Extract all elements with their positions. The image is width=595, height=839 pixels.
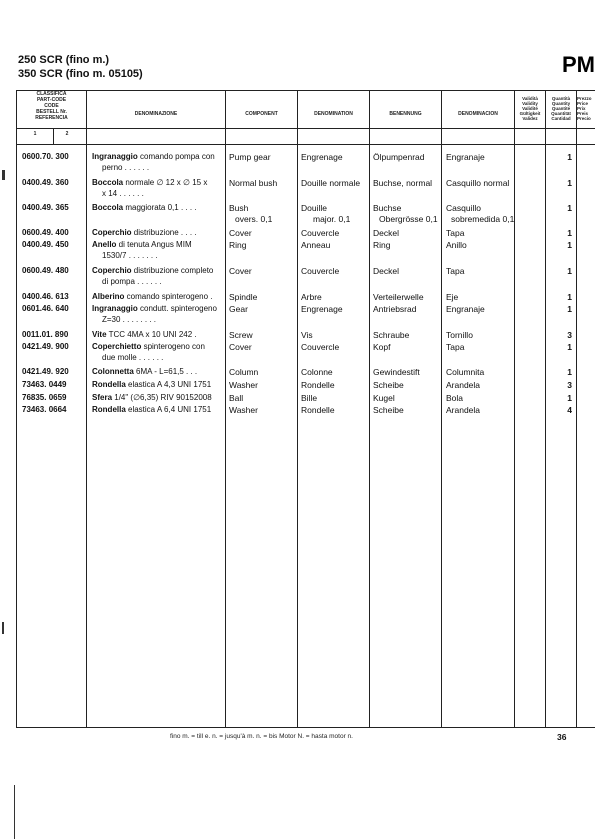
german-benennung: Kugel [373, 393, 395, 403]
quantity-value: 1 [567, 292, 572, 302]
german-benennung: Ring [373, 240, 391, 250]
italian-description-keyword: Coperchio [92, 266, 132, 275]
french-denomination: Engrenage [301, 152, 343, 162]
italian-description-text: TCC 4MA x 10 UNI 242 . [106, 330, 197, 339]
italian-description [92, 178, 207, 188]
italian-description-keyword: Sfera [92, 393, 113, 402]
spanish-denominacion: Columnita [446, 367, 485, 377]
french-denomination: Arbre [301, 292, 322, 302]
header-validity: Validità Validity Validité Gültigkeit Validez [519, 96, 541, 121]
page-number: 36 [557, 732, 567, 742]
italian-description [92, 152, 215, 162]
part-code: 0011.01. 890 [22, 330, 69, 339]
italian-description-text: comando spinterogeno . [124, 292, 213, 301]
german-benennung: Deckel [373, 266, 399, 276]
english-component: Cover [229, 342, 252, 352]
italian-description [92, 380, 211, 390]
part-code: 0421.49. 900 [22, 342, 69, 351]
italian-description-continuation: 1530/7 . . . . . . . [102, 251, 158, 260]
italian-description-text: maggiorata 0,1 . . . . [123, 203, 197, 212]
italian-description-text: elastica A 4,3 UNI 1751 [125, 380, 212, 389]
english-component: Ring [229, 240, 247, 250]
italian-description [92, 266, 213, 276]
quantity-value: 4 [567, 405, 572, 415]
spanish-denominacion: Eje [446, 292, 459, 302]
english-component: Washer [229, 405, 258, 415]
italian-description-text: condutt. spinterogeno [137, 304, 217, 313]
part-code: 0600.49. 400 [22, 228, 69, 237]
italian-description-keyword: Rondella [92, 405, 126, 414]
spanish-denominacion: Tapa [446, 228, 465, 238]
spanish-denominacion: Bola [446, 393, 464, 403]
english-component: Pump gear [229, 152, 271, 162]
header-classification: CLASSIFICA PART-CODE CODE BESTELL Nr. REFERENCIA [35, 91, 68, 121]
spanish-denominacion: Casquillo [446, 203, 481, 213]
german-benennung: Scheibe [373, 405, 404, 415]
binding-mark [2, 622, 4, 634]
part-code: 0600.49. 480 [22, 266, 69, 275]
quantity-value: 1 [567, 203, 572, 213]
italian-description-text: normale ∅ 12 x ∅ 15 x [123, 178, 208, 187]
col-divider [441, 90, 442, 727]
header-quantity: Quantità Quantity Quantité Quantität Cantidad [551, 96, 571, 121]
binding-mark [14, 785, 15, 839]
italian-description-keyword: Ingranaggio [92, 304, 138, 313]
english-component: Column [229, 367, 259, 377]
english-component: Cover [229, 228, 252, 238]
header-bottom-border [16, 144, 595, 145]
spanish-denominacion: Tapa [446, 266, 465, 276]
english-component: Gear [229, 304, 248, 314]
col-divider [369, 90, 370, 727]
italian-description-keyword: Coperchio [92, 228, 132, 237]
brand-logo-text: PM [562, 52, 595, 77]
english-component: Ball [229, 393, 244, 403]
french-denomination: Couvercle [301, 342, 340, 352]
header-class-sub2: 2 [65, 131, 69, 137]
german-benennung: Buchse, normal [373, 178, 433, 188]
english-component: Spindle [229, 292, 258, 302]
italian-description-continuation: Z=30 . . . . . . . . [102, 315, 157, 324]
part-code: 73463. 0449 [22, 380, 67, 389]
italian-description-keyword: Coperchietto [92, 342, 142, 351]
quantity-value: 1 [567, 393, 572, 403]
part-code: 0421.49. 920 [22, 367, 69, 376]
french-denomination-continuation: major. 0,1 [313, 214, 351, 224]
header-benennung: BENENNUNG [389, 111, 422, 117]
quantity-value: 1 [567, 240, 572, 250]
header-denomination: DENOMINATION [314, 111, 353, 117]
spanish-denominacion: Arandela [446, 380, 481, 390]
german-benennung: Scheibe [373, 380, 404, 390]
german-benennung: Kopf [373, 342, 391, 352]
italian-description-keyword: Anello [92, 240, 117, 249]
french-denomination: Rondelle [301, 405, 335, 415]
quantity-value: 1 [567, 266, 572, 276]
col-subdivider [53, 128, 54, 144]
english-component: Cover [229, 266, 252, 276]
part-code: 0600.70. 300 [22, 152, 69, 161]
footer-legend: fino m. = till e. n. = jusqu'à m. n. = bis Motor N. = hasta motor n. [170, 733, 353, 740]
french-denomination: Colonne [301, 367, 333, 377]
french-denomination: Rondelle [301, 380, 335, 390]
quantity-value: 1 [567, 342, 572, 352]
spanish-denominacion: Anillo [446, 240, 467, 250]
table-top-border [16, 90, 595, 91]
french-denomination: Douille normale [301, 178, 361, 188]
italian-description-continuation: due molle . . . . . . [102, 353, 164, 362]
italian-description-keyword: Colonnetta [92, 367, 134, 376]
french-denomination: Douille [301, 203, 327, 213]
part-code: 0400.49. 360 [22, 178, 69, 187]
french-denomination: Anneau [301, 240, 331, 250]
italian-description-text: di tenuta Angus MIM [116, 240, 192, 249]
quantity-value: 3 [567, 330, 572, 340]
col-divider [225, 90, 226, 727]
german-benennung: Deckel [373, 228, 399, 238]
italian-description [92, 228, 196, 238]
italian-description [92, 330, 197, 340]
french-denomination: Couvercle [301, 228, 340, 238]
italian-description-text: distribuzione . . . . [131, 228, 197, 237]
italian-description-text: distribuzione completo [131, 266, 214, 275]
english-component-continuation: overs. 0,1 [235, 214, 273, 224]
english-component: Washer [229, 380, 258, 390]
quantity-value: 3 [567, 380, 572, 390]
col-divider [16, 90, 17, 727]
header-class-sub1: 1 [33, 131, 37, 137]
spanish-denominacion: Casquillo normal [446, 178, 510, 188]
quantity-value: 1 [567, 367, 572, 377]
part-code: 73463. 0664 [22, 405, 67, 414]
italian-description [92, 240, 192, 250]
italian-description-text: comando pompa con [137, 152, 215, 161]
quantity-value: 1 [567, 304, 572, 314]
part-code: 0400.46. 613 [22, 292, 69, 301]
italian-description-keyword: Ingranaggio [92, 152, 138, 161]
part-code: 0400.49. 450 [22, 240, 69, 249]
spanish-denominacion: Arandela [446, 405, 481, 415]
italian-description [92, 203, 197, 213]
binding-mark [2, 170, 5, 180]
german-benennung: Schraube [373, 330, 410, 340]
spanish-denominacion: Engranaje [446, 304, 485, 314]
french-denomination: Bille [301, 393, 318, 403]
italian-description [92, 405, 211, 415]
spanish-denominacion: Engranaje [446, 152, 485, 162]
part-code: 0601.46. 640 [22, 304, 69, 313]
italian-description-text: elastica A 6,4 UNI 1751 [125, 405, 212, 414]
french-denomination: Engrenage [301, 304, 343, 314]
italian-description-keyword: Boccola [92, 203, 124, 212]
english-component: Bush [229, 203, 249, 213]
german-benennung: Ölpumpenrad [373, 152, 425, 162]
header-denominacion: DENOMINACION [458, 111, 498, 117]
italian-description-keyword: Rondella [92, 380, 126, 389]
header-denominazione: DENOMINAZIONE [134, 111, 178, 117]
part-code: 0400.49. 365 [22, 203, 69, 212]
col-divider [86, 90, 87, 727]
italian-description-continuation: di pompa . . . . . . [102, 277, 162, 286]
quantity-value: 1 [567, 228, 572, 238]
spanish-denominacion: Tapa [446, 342, 465, 352]
french-denomination: Couvercle [301, 266, 340, 276]
italian-description-keyword: Alberino [92, 292, 125, 301]
italian-description-continuation: perno . . . . . . [102, 163, 150, 172]
italian-description [92, 292, 213, 302]
french-denomination: Vis [301, 330, 313, 340]
col-divider [545, 90, 546, 727]
model-title-line1: 250 SCR (fino m.) [18, 54, 110, 66]
col-divider [576, 90, 577, 727]
italian-description [92, 393, 212, 403]
english-component: Screw [229, 330, 253, 340]
german-benennung: Gewindestift [373, 367, 420, 377]
english-component: Normal bush [229, 178, 278, 188]
col-divider [514, 90, 515, 727]
italian-description-text: 6MA - L=61,5 . . . [133, 367, 198, 376]
italian-description-keyword: Vite [92, 330, 107, 339]
italian-description [92, 367, 197, 377]
header-separator [16, 128, 595, 129]
model-title-line2: 350 SCR (fino m. 05105) [18, 68, 143, 80]
italian-description-text: 1/4" (∅6,35) RIV 90152008 [112, 393, 212, 402]
table-bottom-border [16, 727, 595, 728]
header-price: Prezzo Price Prix Preis Precio [577, 96, 592, 121]
german-benennung: Buchse [373, 203, 402, 213]
german-benennung: Antriebsrad [373, 304, 417, 314]
german-benennung-continuation: Obergrösse 0,1 [379, 214, 438, 224]
italian-description-continuation: x 14 . . . . . . [102, 189, 144, 198]
italian-description [92, 304, 217, 314]
italian-description [92, 342, 205, 352]
spanish-denominacion-continuation: sobremedida 0,1 [451, 214, 515, 224]
italian-description-keyword: Boccola [92, 178, 124, 187]
spanish-denominacion: Tornillo [446, 330, 473, 340]
quantity-value: 1 [567, 152, 572, 162]
col-divider [297, 90, 298, 727]
german-benennung: Verteilerwelle [373, 292, 424, 302]
italian-description-text: spinterogeno con [141, 342, 205, 351]
header-component: COMPONENT [245, 111, 278, 117]
part-code: 76835. 0659 [22, 393, 67, 402]
quantity-value: 1 [567, 178, 572, 188]
